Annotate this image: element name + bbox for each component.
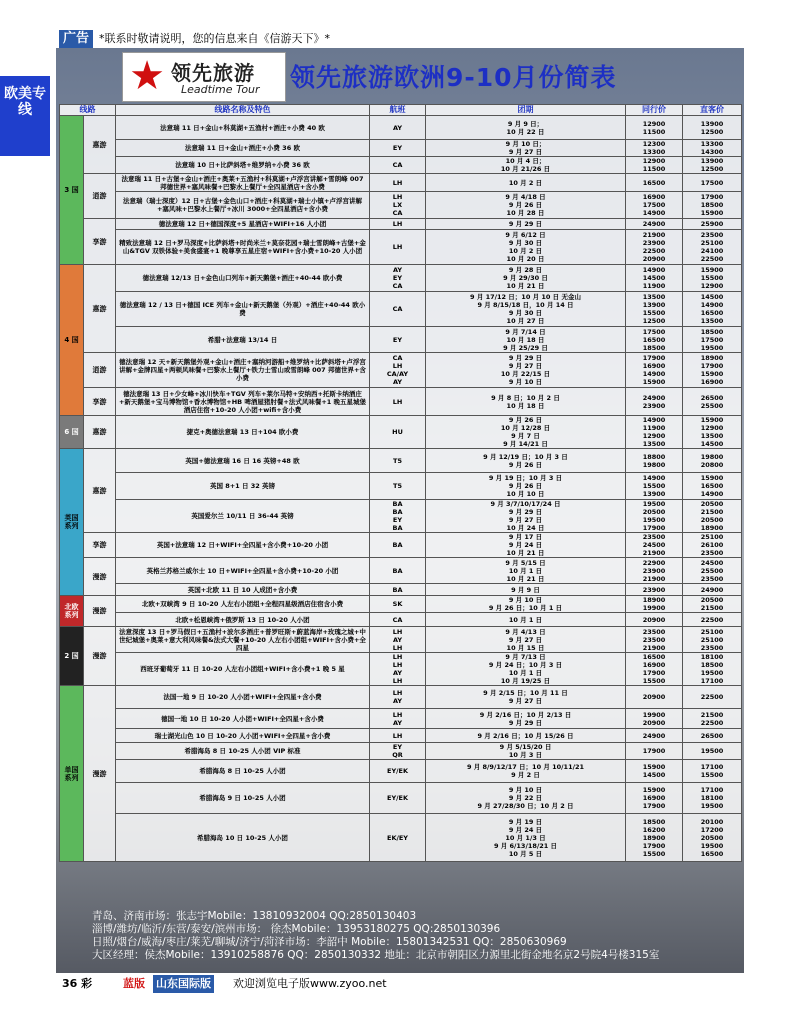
flight-cell: LH LX CA — [370, 192, 426, 219]
route-cell: 法意瑞（瑞士深度）12 日+古堡+金色山口+酒庄+科莫湖+瑞士小镇+卢浮宫讲解+塞风味+巴黎水上餐厅+冰川 3000+全四星酒店+含小费 — [116, 192, 370, 219]
logo-en: Leadtime Tour — [181, 83, 260, 96]
table-row — [60, 327, 742, 353]
flight-cell: LH — [370, 230, 426, 265]
series-cell: 4 国 — [60, 265, 84, 416]
flight-cell: SK — [370, 596, 426, 613]
schedule-cell: 9 月 17 日 9 月 24 日 10 月 21 日 — [426, 533, 626, 558]
schedule-cell: 9 月 9 日 — [426, 584, 626, 596]
peer-price-cell: 12900 11500 — [626, 157, 683, 174]
retail-price-cell: 22500 — [683, 613, 742, 627]
flight-cell: EY — [370, 140, 426, 157]
contact-line-2: 淄博/潍坊/临沂/东营/泰安/滨州市场： 徐杰Mobile：13953180275 QQ:2850130396 — [92, 923, 501, 935]
page-number: 36 彩 — [62, 977, 93, 990]
flight-cell: CA — [370, 157, 426, 174]
website-link: 欢迎浏览电子版www.zyoo.net — [233, 977, 387, 990]
flight-cell: LH — [370, 729, 426, 743]
table-row — [60, 814, 742, 862]
retail-price-cell: 18100 18500 19500 17100 — [683, 653, 742, 686]
series-cell: 北欧系列 — [60, 596, 84, 627]
table-row — [60, 192, 742, 219]
peer-price-cell: 18900 19900 — [626, 596, 683, 613]
route-cell: 希腊海岛 9 日 10-25 人小团 — [116, 783, 370, 814]
series-cell: 2 国 — [60, 627, 84, 686]
route-cell: 德法意瑞 13 日+少女峰+冰川快车+TGV 列车+莱尔马特+安纳西+托斯卡纳酒庄+新天鹅堡+宝马博物馆+香水博物馆+HB 啤酒屋猪肘餐+法式风味餐+1 晚五星城堡酒店住宿+10-20 人小团+wifi+含小费 — [116, 388, 370, 416]
route-cell: 法意瑞 11 日+金山+科莫湖+五渔村+酒庄+小费 40 欧 — [116, 116, 370, 140]
peer-price-cell: 15900 16900 17900 — [626, 783, 683, 814]
flight-cell: LH AY — [370, 709, 426, 729]
route-cell: 法意瑞 10 日+比萨斜塔+维罗纳+小费 36 欧 — [116, 157, 370, 174]
flight-cell: EY/EK — [370, 783, 426, 814]
route-cell: 精致法意瑞 12 日+罗马深度+比萨斜塔+时尚米兰+莫奈花园+瑞士雪朗峰+古堡+金山&TGV 双铁体验+美食盛宴+1 晚尊享五星庄宿+WIFI+含小费+10-20 人小团 — [116, 230, 370, 265]
header-schedule: 团期 — [426, 105, 626, 116]
route-cell: 德法意瑞 12/13 日+金色山口列车+新天鹅堡+酒庄+40-44 欧小费 — [116, 265, 370, 292]
route-cell: 法意瑞 11 日+金山+酒庄+小费 36 欧 — [116, 140, 370, 157]
table-row — [60, 584, 742, 596]
route-cell: 西班牙葡萄牙 11 日 10-20 人左右小团组+WIFI+含小费+1 晚 5 星 — [116, 653, 370, 686]
schedule-cell: 9 月 4/18 日 9 月 26 日 10 月 28 日 — [426, 192, 626, 219]
retail-price-cell: 15900 12900 13500 14500 — [683, 416, 742, 449]
company-logo — [122, 52, 286, 102]
peer-price-cell: 19900 20900 — [626, 709, 683, 729]
category-cell: 漫游 — [84, 596, 116, 627]
schedule-cell: 9 月 2/16 日；10 月 15/26 日 — [426, 729, 626, 743]
route-cell: 英国 8+1 日 32 英镑 — [116, 473, 370, 500]
category-cell: 享游 — [84, 533, 116, 558]
schedule-cell: 9 月 2/15 日；10 月 11 日 9 月 27 日 — [426, 686, 626, 709]
schedule-cell: 9 月 7/13 日 9 月 24 日；10 月 3 日 10 月 1 日 10 月 19/25 日 — [426, 653, 626, 686]
table-row — [60, 416, 742, 449]
schedule-cell: 9 月 9 日； 10 月 22 日 — [426, 116, 626, 140]
ad-note: *联系时敬请说明，您的信息来自《信游天下》* — [99, 32, 330, 45]
retail-price-cell: 17900 18500 15900 — [683, 192, 742, 219]
peer-price-cell: 15900 14500 — [626, 760, 683, 783]
flight-cell: BA — [370, 558, 426, 584]
peer-price-cell: 12300 13300 — [626, 140, 683, 157]
table-row — [60, 157, 742, 174]
flight-cell: LH — [370, 174, 426, 192]
route-cell: 德国一地 10 日 10-20 人小团+WIFI+全四星+含小费 — [116, 709, 370, 729]
peer-price-cell: 24900 — [626, 219, 683, 230]
page-title: 领先旅游欧洲9-10月份简表 — [290, 63, 617, 92]
header-line: 线路 — [60, 105, 116, 116]
schedule-cell: 9 月 8 日；10 月 2 日 10 月 18 日 — [426, 388, 626, 416]
retail-price-cell: 21500 22500 — [683, 709, 742, 729]
category-cell: 逍游 — [84, 174, 116, 219]
peer-price-cell: 14900 14500 11900 — [626, 265, 683, 292]
retail-price-cell: 25100 25100 23500 — [683, 627, 742, 653]
table-row — [60, 743, 742, 760]
header-peer-price: 同行价 — [626, 105, 683, 116]
flight-cell: BA — [370, 584, 426, 596]
schedule-cell: 9 月 5/15/20 日 10 月 3 日 — [426, 743, 626, 760]
header-route: 线路名称及特色 — [116, 105, 370, 116]
flight-cell: HU — [370, 416, 426, 449]
category-cell: 享游 — [84, 219, 116, 265]
peer-price-cell: 13500 13900 15500 12500 — [626, 292, 683, 327]
series-cell: 3 国 — [60, 116, 84, 265]
schedule-cell: 9 月 17/12 日；10 月 10 日 无金山 9 月 8/15/18 日，10 月 14 日 9 月 30 日 10 月 27 日 — [426, 292, 626, 327]
schedule-cell: 9 月 8/9/12/17 日；10 月 10/11/21 9 月 2 日 — [426, 760, 626, 783]
retail-price-cell: 25100 26100 23500 — [683, 533, 742, 558]
category-cell: 漫游 — [84, 686, 116, 862]
table-row — [60, 292, 742, 327]
schedule-cell: 9 月 29 日 — [426, 219, 626, 230]
category-cell: 惠游 — [84, 265, 116, 353]
route-cell: 北欧+双峡湾 9 日 10-20 人左右小团组+全程四星级酒店住宿含小费 — [116, 596, 370, 613]
schedule-cell: 9 月 10 日 9 月 26 日；10 月 1 日 — [426, 596, 626, 613]
retail-price-cell: 15900 15500 12900 — [683, 265, 742, 292]
retail-price-cell: 15900 16500 14900 — [683, 473, 742, 500]
table-row — [60, 783, 742, 814]
series-cell: 6 国 — [60, 416, 84, 449]
peer-price-cell: 17900 — [626, 743, 683, 760]
table-row — [60, 686, 742, 709]
contact-line-4: 大区经理：侯杰Mobile：13910258876 QQ：2850130332 地址：北京市朝阳区力源里北街金地名京2号院4号楼315室 — [92, 949, 660, 961]
peer-price-cell: 19500 20500 19500 17900 — [626, 500, 683, 533]
header-retail-price: 直客价 — [683, 105, 742, 116]
route-cell: 法意深度 13 日+罗马假日+五渔村+波尔多酒庄+普罗旺斯+蔚蓝海岸+玫瑰之城+中世纪城堡+奥莱+意大利风味餐&法式大餐+10-20 人左右小团组+WIFI+含小费+全四星 — [116, 627, 370, 653]
peer-price-cell: 16900 17500 14900 — [626, 192, 683, 219]
table-row — [60, 219, 742, 230]
table-row — [60, 729, 742, 743]
route-cell: 德法意瑞 12 / 13 日+德国 ICE 列车+金山+新天鹅堡（外观）+酒庄+40-44 欧小费 — [116, 292, 370, 327]
retail-price-cell: 19500 — [683, 743, 742, 760]
flight-cell: BA — [370, 533, 426, 558]
flight-cell: EY/EK — [370, 760, 426, 783]
route-cell: 瑞士湖光山色 10 日 10-20 人小团+WIFI+全四星+含小费 — [116, 729, 370, 743]
star-icon: ★ — [129, 53, 165, 99]
table-row — [60, 449, 742, 473]
retail-price-cell: 17100 15500 — [683, 760, 742, 783]
schedule-cell: 10 月 4 日； 10 月 21/26 日 — [426, 157, 626, 174]
route-cell: 英国+法意瑞 12 日+WIFI+全四星+含小费+10-20 小团 — [116, 533, 370, 558]
retail-price-cell: 13300 14300 — [683, 140, 742, 157]
table-row — [60, 558, 742, 584]
flight-cell: EY QR — [370, 743, 426, 760]
schedule-cell: 9 月 10 日； 9 月 27 日 — [426, 140, 626, 157]
side-tab: 欧美专线 — [0, 76, 50, 156]
retail-price-cell: 20500 21500 20500 18900 — [683, 500, 742, 533]
category-cell: 惠游 — [84, 116, 116, 174]
series-cell: 英国系列 — [60, 449, 84, 596]
flight-cell: T5 — [370, 449, 426, 473]
advert-panel — [56, 48, 744, 973]
flight-cell: CA LH CA/AY AY — [370, 353, 426, 388]
route-cell: 英国+北欧 11 日 10 人成团+含小费 — [116, 584, 370, 596]
peer-price-cell: 17900 16900 14900 15900 — [626, 353, 683, 388]
schedule-cell: 9 月 4/13 日 9 月 27 日 10 月 15 日 — [426, 627, 626, 653]
schedule-cell: 9 月 6/12 日 9 月 30 日 10 月 2 日 10 月 20 日 — [426, 230, 626, 265]
route-cell: 英国爱尔兰 10/11 日 36-44 英镑 — [116, 500, 370, 533]
route-cell: 北欧+松恩峡湾+俄罗斯 13 日 10-20 人小团 — [116, 613, 370, 627]
table-row — [60, 627, 742, 653]
flight-cell: AY — [370, 116, 426, 140]
peer-price-cell: 24900 23900 — [626, 388, 683, 416]
peer-price-cell: 14900 15500 13900 — [626, 473, 683, 500]
route-cell: 英格兰苏格兰威尔士 10 日+WIFI+全四星+含小费+10-20 小团 — [116, 558, 370, 584]
route-cell: 希腊海岛 8 日 10-25 人小团 — [116, 760, 370, 783]
table-row — [60, 709, 742, 729]
flight-cell: CA — [370, 292, 426, 327]
flight-cell: EK/EY — [370, 814, 426, 862]
edition-color: 蓝版 — [123, 977, 145, 990]
route-cell: 希腊海岛 8 日 10-25 人小团 VIP 标准 — [116, 743, 370, 760]
flight-cell: LH LH AY LH — [370, 653, 426, 686]
route-cell: 德法意瑞 12 日+德国深度+5 星酒店+WIFI+16 人小团 — [116, 219, 370, 230]
peer-price-cell: 14900 11900 12900 13500 — [626, 416, 683, 449]
table-row — [60, 596, 742, 613]
schedule-cell: 10 月 2 日 — [426, 174, 626, 192]
route-cell: 希腊+法意瑞 13/14 日 — [116, 327, 370, 353]
category-cell: 逍游 — [84, 353, 116, 388]
retail-price-cell: 13900 12500 — [683, 157, 742, 174]
schedule-cell: 9 月 26 日 10 月 12/28 日 9 月 7 日 9 月 14/21 日 — [426, 416, 626, 449]
table-row — [60, 174, 742, 192]
schedule-cell: 9 月 7/14 日 10 月 18 日 9 月 25/29 日 — [426, 327, 626, 353]
schedule-cell: 9 月 19 日 9 月 24 日 10 月 1/3 日 9 月 6/13/18/21 日 10 月 5 日 — [426, 814, 626, 862]
flight-cell: LH AY LH — [370, 627, 426, 653]
retail-price-cell: 26500 — [683, 729, 742, 743]
category-cell: 漫游 — [84, 558, 116, 596]
contact-line-3: 日照/烟台/威海/枣庄/莱芜/聊城/济宁/菏泽市场：李韶中 Mobile：15801342531 QQ：2850630969 — [92, 936, 567, 948]
tour-table — [59, 104, 742, 862]
schedule-cell: 10 月 1 日 — [426, 613, 626, 627]
retail-price-cell: 24500 25500 23500 — [683, 558, 742, 584]
table-row — [60, 473, 742, 500]
bottom-bar — [55, 975, 755, 993]
flight-cell: BA BA EY BA — [370, 500, 426, 533]
route-cell: 德法意瑞 12 天+新天鹅堡外观+金山+酒庄+塞纳河游船+维罗纳+比萨斜塔+卢浮宫讲解+金牌四星+两顿风味餐+巴黎水上餐厅+铁力士雪山或雪朗峰 007 邦德世界+含小费 — [116, 353, 370, 388]
retail-price-cell: 14500 14900 16500 13500 — [683, 292, 742, 327]
contact-line-1: 青岛、济南市场：张志宇Mobile：13810932004 QQ:2850130403 — [92, 910, 417, 922]
flight-cell: LH AY — [370, 686, 426, 709]
peer-price-cell: 18500 16200 18900 17900 15500 — [626, 814, 683, 862]
route-cell: 捷克+奥德法意瑞 13 日+104 欧小费 — [116, 416, 370, 449]
schedule-cell: 9 月 10 日 9 月 22 日 9 月 27/28/30 日；10 月 2 日 — [426, 783, 626, 814]
peer-price-cell: 18800 19800 — [626, 449, 683, 473]
logo-cn: 领先旅游 — [171, 61, 255, 85]
peer-price-cell: 16500 — [626, 174, 683, 192]
peer-price-cell: 20900 — [626, 686, 683, 709]
flight-cell: LH — [370, 388, 426, 416]
peer-price-cell: 23500 23500 21900 — [626, 627, 683, 653]
flight-cell: CA — [370, 613, 426, 627]
peer-price-cell: 21900 23900 22500 20900 — [626, 230, 683, 265]
table-row — [60, 500, 742, 533]
table-row — [60, 760, 742, 783]
table-row — [60, 653, 742, 686]
contact-footer — [56, 910, 744, 973]
schedule-cell: 9 月 12/19 日；10 月 3 日 9 月 26 日 — [426, 449, 626, 473]
table-row — [60, 230, 742, 265]
retail-price-cell: 23500 25100 24100 22500 — [683, 230, 742, 265]
table-row — [60, 613, 742, 627]
retail-price-cell: 18900 17900 15900 16900 — [683, 353, 742, 388]
table-row — [60, 353, 742, 388]
schedule-cell: 9 月 3/7/10/17/24 日 9 月 29 日 9 月 27 日 10 月 24 日 — [426, 500, 626, 533]
retail-price-cell: 24900 — [683, 584, 742, 596]
flight-cell: T5 — [370, 473, 426, 500]
category-cell: 漫游 — [84, 627, 116, 686]
header — [56, 48, 744, 104]
flight-cell: AY EY CA — [370, 265, 426, 292]
table-row — [60, 140, 742, 157]
ad-tag: 广告 — [59, 30, 93, 48]
peer-price-cell: 16500 16900 17900 15500 — [626, 653, 683, 686]
route-cell: 英国+德法意瑞 16 日 16 英镑+48 欧 — [116, 449, 370, 473]
flight-cell: EY — [370, 327, 426, 353]
schedule-cell: 9 月 29 日 9 月 27 日 10 月 22/15 日 9 月 10 日 — [426, 353, 626, 388]
retail-price-cell: 20500 21500 — [683, 596, 742, 613]
retail-price-cell: 17100 18100 19500 — [683, 783, 742, 814]
peer-price-cell: 24900 — [626, 729, 683, 743]
flight-cell: LH — [370, 219, 426, 230]
route-cell: 希腊海岛 10 日 10-25 人小团 — [116, 814, 370, 862]
table-row — [60, 116, 742, 140]
retail-price-cell: 18500 17500 19500 — [683, 327, 742, 353]
peer-price-cell: 23500 24500 21900 — [626, 533, 683, 558]
schedule-cell: 9 月 19 日；10 月 3 日 9 月 26 日 10 月 10 日 — [426, 473, 626, 500]
retail-price-cell: 20100 17200 20500 19500 16500 — [683, 814, 742, 862]
table-row — [60, 265, 742, 292]
retail-price-cell: 17500 — [683, 174, 742, 192]
category-cell: 惠游 — [84, 416, 116, 449]
header-flight: 航班 — [370, 105, 426, 116]
series-cell: 单国系列 — [60, 686, 84, 862]
retail-price-cell: 19800 20800 — [683, 449, 742, 473]
table-header — [60, 105, 742, 116]
peer-price-cell: 20900 — [626, 613, 683, 627]
schedule-cell: 9 月 5/15 日 10 月 1 日 10 月 21 日 — [426, 558, 626, 584]
peer-price-cell: 17500 16500 18500 — [626, 327, 683, 353]
route-cell: 法国一地 9 日 10-20 人小团+WIFI+全四星+含小费 — [116, 686, 370, 709]
peer-price-cell: 12900 11500 — [626, 116, 683, 140]
peer-price-cell: 23900 — [626, 584, 683, 596]
route-cell: 法意瑞 11 日+古堡+金山+酒庄+奥莱+五渔村+科莫湖+卢浮宫讲解+雪朗峰 007 邦德世界+塞风味餐+巴黎水上餐厅+全四星酒店+含小费 — [116, 174, 370, 192]
category-cell: 享游 — [84, 388, 116, 416]
peer-price-cell: 22900 23900 21900 — [626, 558, 683, 584]
retail-price-cell: 26500 25500 — [683, 388, 742, 416]
table-row — [60, 533, 742, 558]
retail-price-cell: 25900 — [683, 219, 742, 230]
category-cell: 惠游 — [84, 449, 116, 533]
schedule-cell: 9 月 2/16 日；10 月 2/13 日 9 月 29 日 — [426, 709, 626, 729]
retail-price-cell: 22500 — [683, 686, 742, 709]
schedule-cell: 9 月 28 日 9 月 29/30 日 10 月 21 日 — [426, 265, 626, 292]
ad-bar — [55, 30, 755, 48]
edition-name: 山东国际版 — [153, 975, 214, 993]
retail-price-cell: 13900 12500 — [683, 116, 742, 140]
table-row — [60, 388, 742, 416]
